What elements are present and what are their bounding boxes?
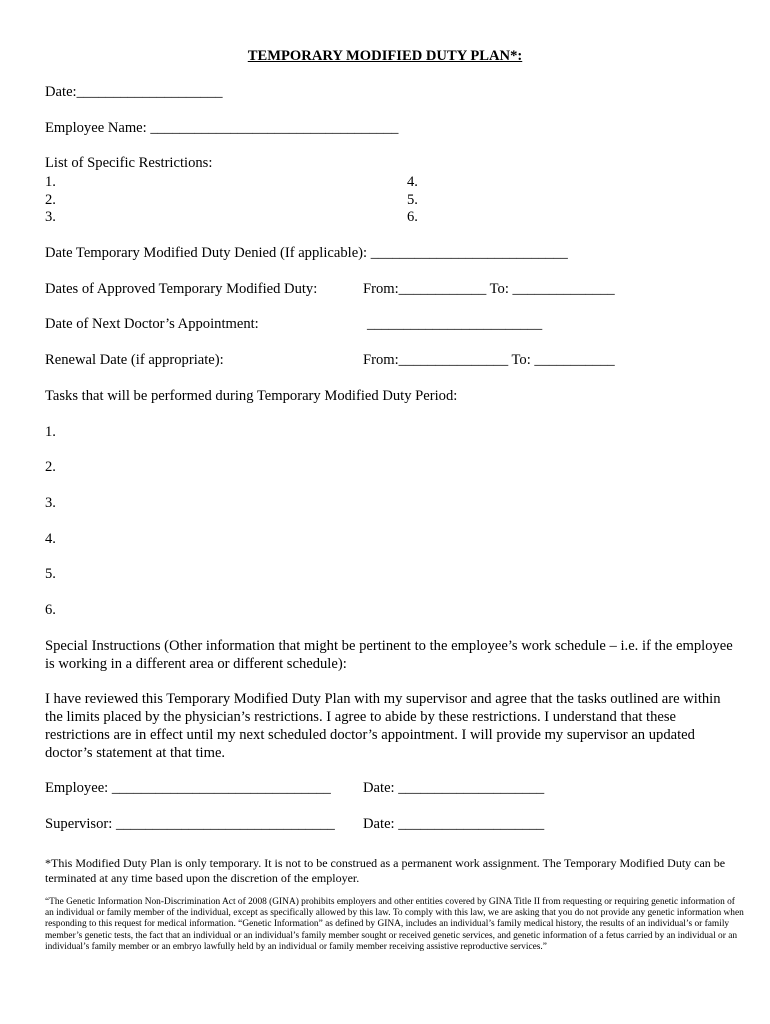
task-item-1[interactable]: 1.: [45, 424, 56, 440]
supervisor-signature-field[interactable]: Supervisor: ______________________________: [45, 816, 335, 832]
duty-denied-field[interactable]: Date Temporary Modified Duty Denied (If applicable): ___________________________: [45, 245, 568, 261]
acknowledgement-paragraph: I have reviewed this Temporary Modified Duty Plan with my supervisor and agree that the tasks outlined are within the limits placed by the physician’s restrictions. I agree to abide by these restrictions. I understand that these restrictions are in effect until my next scheduled doctor’s appointment. I will provide my supervisor an updated doctor’s statement at that time.: [45, 691, 721, 761]
renewal-date-label: Renewal Date (if appropriate):: [45, 352, 224, 368]
tasks-heading: Tasks that will be performed during Temporary Modified Duty Period:: [45, 388, 458, 404]
restriction-item-6[interactable]: 6.: [407, 209, 418, 225]
task-item-5[interactable]: 5.: [45, 566, 56, 582]
task-item-3[interactable]: 3.: [45, 495, 56, 511]
restrictions-heading: List of Specific Restrictions:: [45, 155, 213, 171]
special-instructions: Special Instructions (Other information that might be pertinent to the employee’s work schedule – i.e. if the employee is working in a different area or different schedule):: [45, 638, 733, 672]
renewal-date-range-field[interactable]: From:_______________ To: ___________: [363, 352, 615, 368]
date-field[interactable]: Date:____________________: [45, 84, 223, 100]
employee-name-field[interactable]: Employee Name: __________________________________: [45, 120, 399, 136]
restriction-item-5[interactable]: 5.: [407, 192, 418, 208]
approved-duty-range-field[interactable]: From:____________ To: ______________: [363, 281, 615, 297]
task-item-4[interactable]: 4.: [45, 531, 56, 547]
employee-date-field[interactable]: Date: ____________________: [363, 780, 545, 796]
next-appointment-field[interactable]: ________________________: [367, 316, 543, 332]
task-item-6[interactable]: 6.: [45, 602, 56, 618]
task-item-2[interactable]: 2.: [45, 459, 56, 475]
restriction-item-2[interactable]: 2.: [45, 192, 56, 208]
employee-signature-field[interactable]: Employee: ______________________________: [45, 780, 331, 796]
page-title: TEMPORARY MODIFIED DUTY PLAN*:: [247, 48, 523, 64]
restriction-item-3[interactable]: 3.: [45, 209, 56, 225]
supervisor-date-field[interactable]: Date: ____________________: [363, 816, 545, 832]
restriction-item-4[interactable]: 4.: [407, 174, 418, 190]
restriction-item-1[interactable]: 1.: [45, 174, 56, 190]
gina-notice: “The Genetic Information Non-Discrimination Act of 2008 (GINA) prohibits employers and other entities covered by GINA Title II from requesting or requiring genetic information of an individual or family member of the individual, except as specifically allowed by this law. To comply with this law, we are asking that you do not provide any genetic information when responding to this request for medical information. “Genetic Information” as defined by GINA, includes an individual’s family medical history, the results of an individual’s or family member’s genetic tests, the fact that an individual or an individual’s family member sought or received genetic services, and genetic information of a fetus carried by an individual or an individual’s family member or an embryo lawfully held by an individual or family member receiving assistive reproductive services.”: [45, 897, 744, 952]
temporary-footnote: *This Modified Duty Plan is only temporary. It is not to be construed as a permanent work assignment. The Temporary Modified Duty can be terminated at any time based upon the discretion of the employer.: [45, 856, 726, 885]
approved-duty-label: Dates of Approved Temporary Modified Duty:: [45, 281, 318, 297]
next-appointment-label: Date of Next Doctor’s Appointment:: [45, 316, 259, 332]
